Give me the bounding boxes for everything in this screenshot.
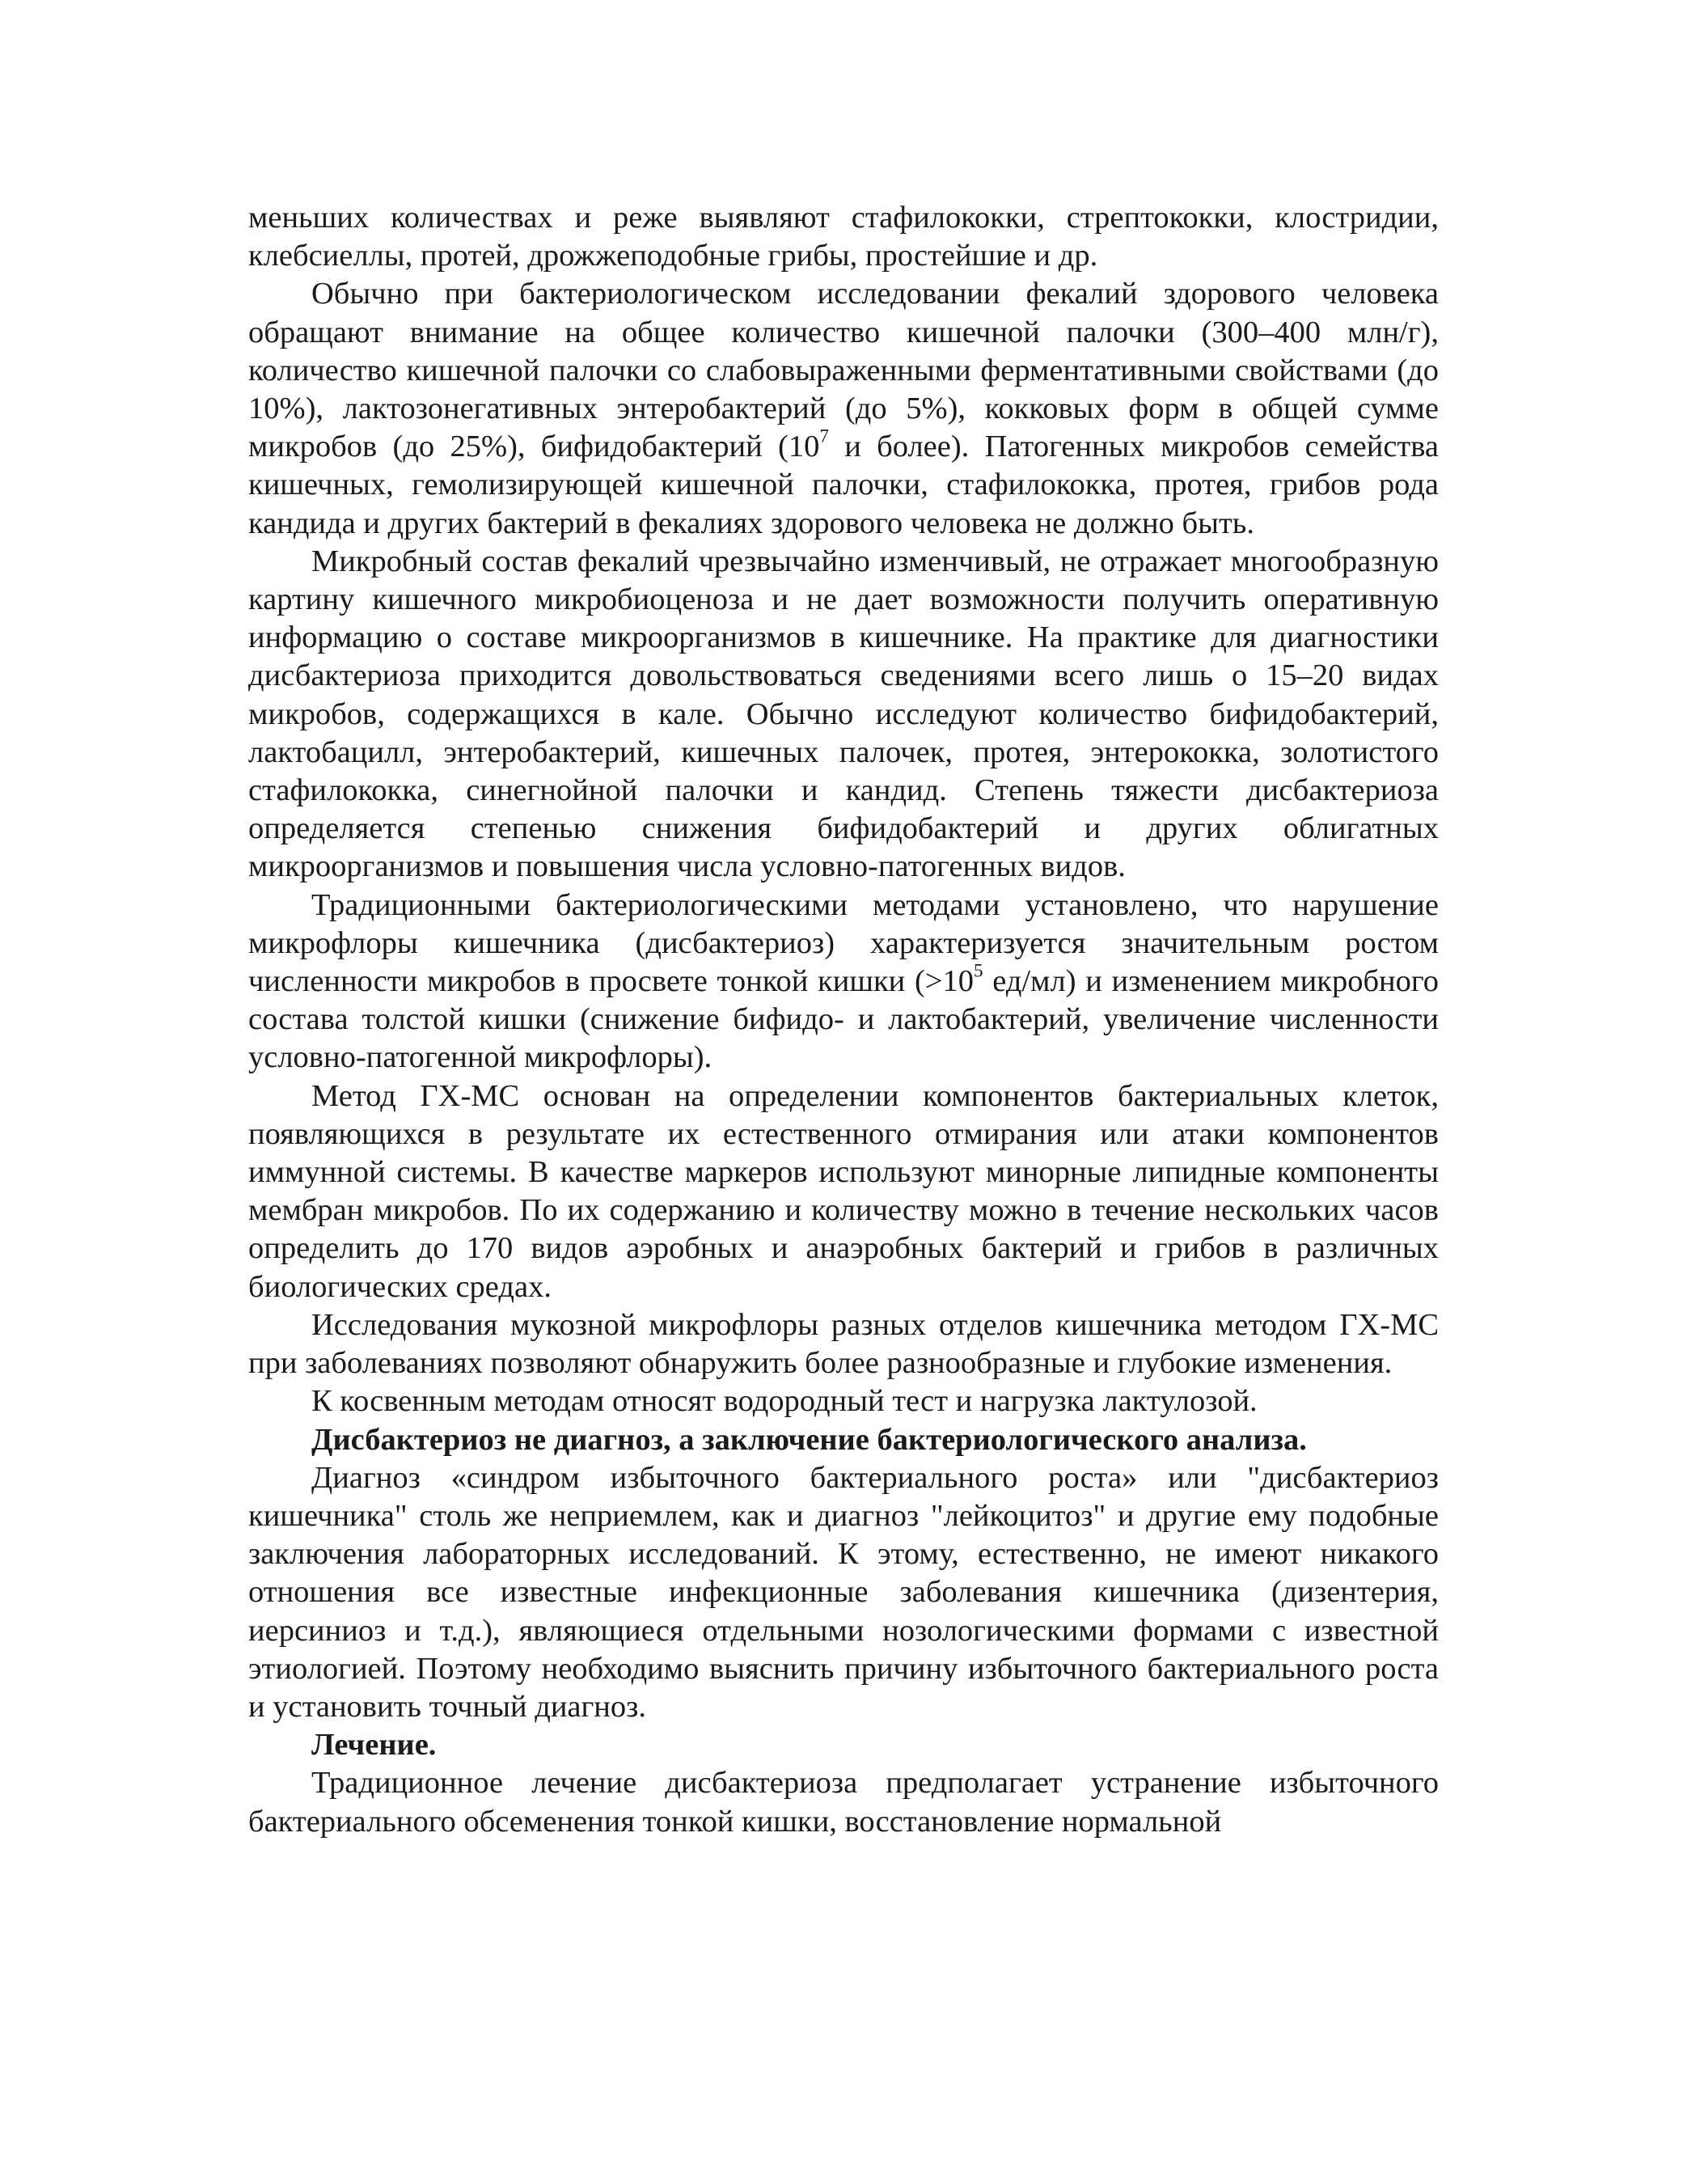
section-heading-treatment: Лечение. bbox=[311, 1728, 437, 1763]
paragraph-5: Метод ГХ-МС основан на определении компонентов бактериальных клеток, появляющихся в результате их естественного отмирания или атаки компонентов иммунной системы. В качестве маркеров используют минорные липидные компоненты мембран микробов. По их содержанию и количеству можно в течение нескольких часов определить до 170 видов аэробных и анаэробных бактерий и грибов в различных биологических средах. bbox=[248, 1078, 1439, 1304]
paragraph-2-text-b: и более). Патогенных микробов семейства кишечных, гемолизирующей кишечной палочки, стафилококка, протея, грибов рода кандида и других бактерий в фекалиях здорового человека не должно быть. bbox=[248, 430, 1439, 540]
paragraph-4-text-a: Традиционными бактериологическими методами установлено, что нарушение микрофлоры кишечника (дисбактериоз) характеризуется значительным ростом численности микробов в просвете тонкой кишки (>10 bbox=[248, 887, 1439, 999]
paragraph-2-text-a: Обычно при бактериологическом исследовании фекалий здорового человека обращают внимание на общее количество кишечной палочки (300–400 млн/г), количество кишечной палочки со слабовыраженными ферментативными свойствами (до 10%), лактозонегативных энтеробактерий (до 5%), кокковых форм в общей сумме микробов (до 25%), бифидобактерий (10 bbox=[248, 277, 1439, 464]
paragraph-9: Традиционное лечение дисбактериоза предполагает устранение избыточного бактериального обсеменения тонкой кишки, восстановление нормальной bbox=[248, 1766, 1439, 1839]
paragraph-1: меньших количествах и реже выявляют стафилококки, стрептококки, клостридии, клебсиеллы, протей, дрожжеподобные грибы, простейшие и др. bbox=[248, 201, 1439, 273]
document-body bbox=[248, 199, 1439, 1841]
paragraph-7: К косвенным методам относят водородный тест и нагрузка лактулозой. bbox=[311, 1384, 1258, 1419]
paragraph-4-text-b: ед/мл) и изменением микробного состава толстой кишки (снижение бифидо- и лактобактерий, увеличение численности условно-патогенной микрофлоры). bbox=[248, 964, 1439, 1075]
paragraph-4 bbox=[248, 887, 1439, 1077]
paragraph-6: Исследования мукозной микрофлоры разных отделов кишечника методом ГХ-МС при заболеваниях позволяют обнаружить более разнообразные и глубокие изменения. bbox=[248, 1307, 1439, 1381]
paragraph-3: Микробный состав фекалий чрезвычайно изменчивый, не отражает многообразную картину кишечного микробиоценоза и не дает возможности получить оперативную информацию о составе микроорганизмов в кишечнике. На практике для диагностики дисбактериоза приходится довольствоваться сведениями всего лишь о 15–20 видах микробов, содержащихся в кале. Обычно исследуют количество бифидобактерий, лактобацилл, энтеробактерий, кишечных палочек, протея, энтерококка, золотистого стафилококка, синегнойной палочки и кандид. Степень тяжести дисбактериоза определяется степенью снижения бифидобактерий и других облигатных микроорганизмов и повышения числа условно-патогенных видов. bbox=[248, 544, 1439, 884]
paragraph-2-superscript: 7 bbox=[819, 425, 829, 447]
paragraph-8: Диагноз «синдром избыточного бактериального роста» или "дисбактериоз кишечника" столь же неприемлем, как и диагноз "лейкоцитоз" и другие ему подобные заключения лабораторных исследований. К этому, естественно, не имеют никакого отношения все известные инфекционные заболевания кишечника (дизентерия, иерсиниоз и т.д.), являющиеся отдельными нозологическими формами с известной этиологией. Поэтому необходимо выяснить причину избыточного бактериального роста и установить точный диагноз. bbox=[248, 1460, 1439, 1724]
paragraph-2 bbox=[248, 275, 1439, 542]
section-heading-dysbacteriosis: Дисбактериоз не диагноз, а заключение бактериологического анализа. bbox=[311, 1422, 1307, 1457]
paragraph-4-superscript: 5 bbox=[974, 959, 983, 981]
